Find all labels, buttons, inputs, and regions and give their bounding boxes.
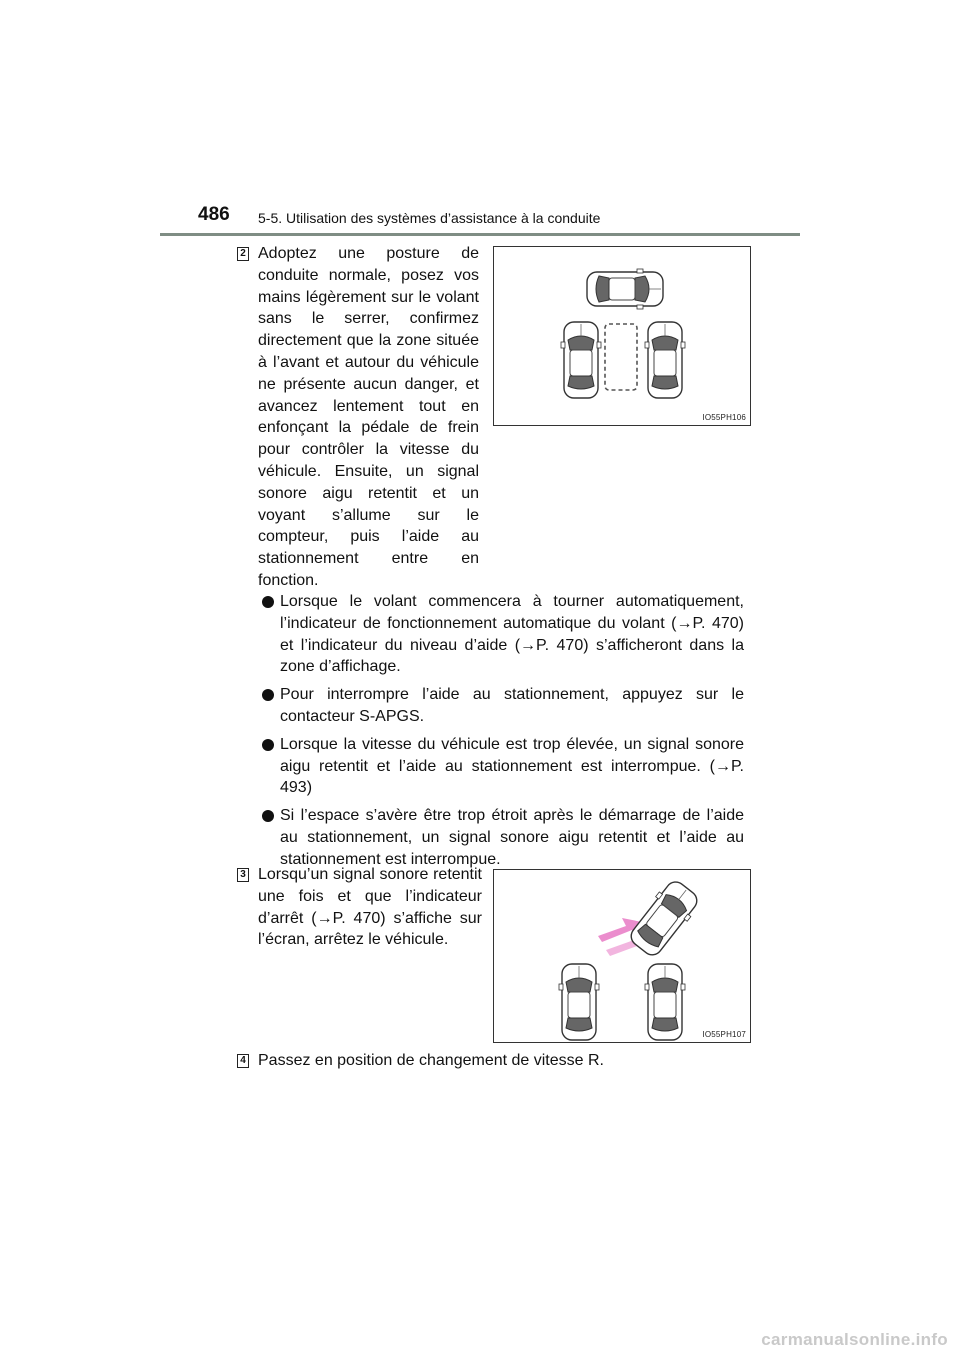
moving-car-icon — [587, 269, 663, 309]
parking-start-illustration — [494, 247, 750, 425]
watermark: carmanualsonline.info — [761, 1330, 948, 1349]
figure-parking-stop — [493, 869, 751, 1043]
page-number: 486 — [198, 204, 230, 225]
list-item: Lorsque la vitesse du véhicule est trop élevée, un signal sonore aigu retentit et l’aide au stationnement est interrompue. (→P. 493) — [262, 734, 744, 799]
step-3-text: Lorsqu’un signal sonore retentit une fois et que l’indicateur d’arrêt (→P. 470) s’affiche sur l’écran, arrêtez le véhicule. — [258, 866, 482, 949]
moving-car-icon — [625, 876, 703, 961]
bullet-list — [262, 591, 744, 877]
figure-parking-start — [493, 246, 751, 426]
parked-car-left-icon — [559, 964, 599, 1040]
list-item: Si l’espace s’avère être trop étroit après le démarrage de l’aide au stationnement, un signal sonore aigu retentit et l’aide au stationnement est interrompue. — [262, 805, 744, 870]
section-title: 5-5. Utilisation des systèmes d’assistance à la conduite — [258, 210, 601, 226]
step-2-badge: 2 — [237, 247, 249, 261]
parked-car-left-icon — [561, 322, 601, 398]
parked-car-right-icon — [645, 322, 685, 398]
bullet-icon — [262, 596, 274, 608]
list-item: Pour interrompre l’aide au stationnement, appuyez sur le contacteur S-APGS. — [262, 684, 744, 728]
list-item: Lorsque le volant commencera à tourner automatiquement, l’indicateur de fonctionnement automatique du volant (→P. 470) et l’indicateur du niveau d’aide (→P. 470) s’afficheront dans la zone d’affichage. — [262, 591, 744, 678]
figure-code: IO55PH106 — [702, 413, 746, 422]
header-rule — [160, 233, 800, 236]
step-4-text: Passez en position de changement de vitesse R. — [258, 1052, 604, 1069]
parked-car-right-icon — [645, 964, 685, 1040]
bullet-icon — [262, 810, 274, 822]
bullet-icon — [262, 739, 274, 751]
step-4-badge: 4 — [237, 1054, 249, 1068]
step-3-badge: 3 — [237, 868, 249, 882]
figure-code: IO55PH107 — [702, 1030, 746, 1039]
target-parking-space — [605, 324, 637, 390]
bullet-icon — [262, 689, 274, 701]
step-2-text: Adoptez une posture de conduite normale, posez vos mains légèrement sur le volant sans le serrer, confirmez directement que la zone située à l’avant et autour du véhicule ne présente aucun danger, et avancez lentement tout en enfonçant la pédale de frein pour contrôler la vitesse du véhicule. Ensuite, un signal sonore aigu retentit et un voyant s’allume sur le compteur, puis l’aide au stationnement entre en fonction. — [258, 245, 479, 589]
parking-stop-illustration — [494, 870, 750, 1042]
